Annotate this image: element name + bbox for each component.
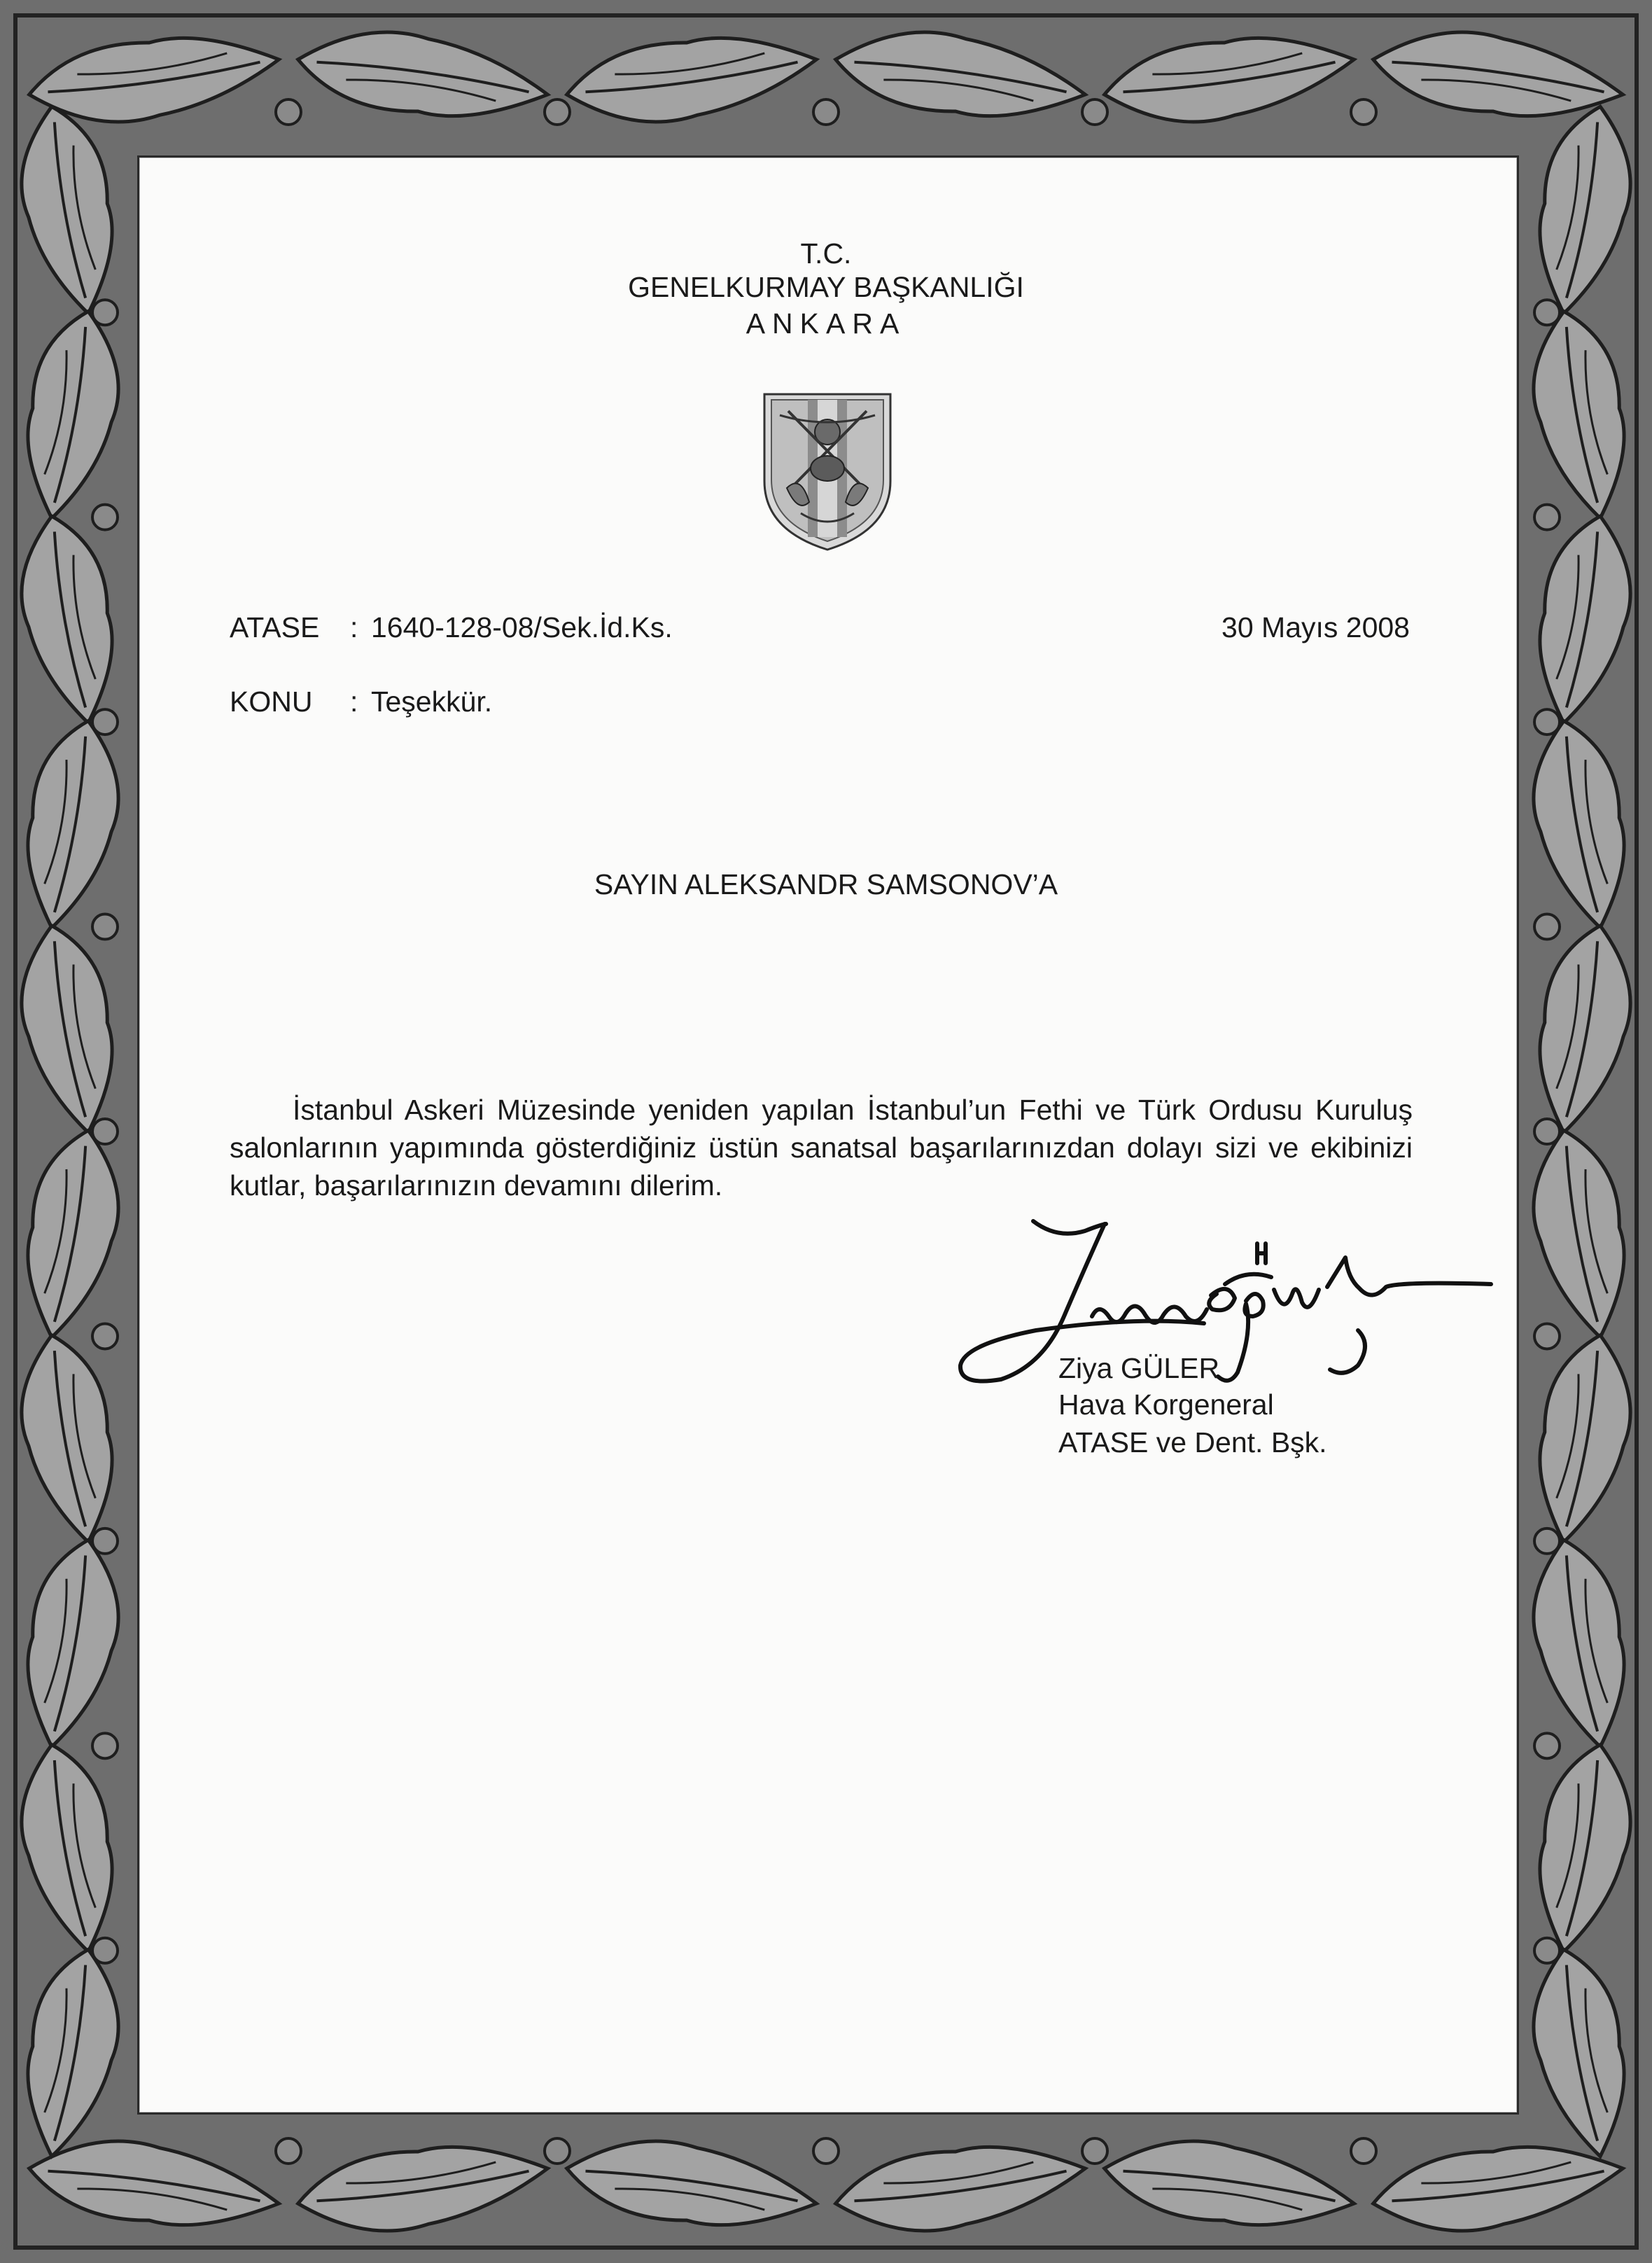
handwritten-signature xyxy=(952,1211,1498,1393)
acorn-ornament xyxy=(92,1938,118,1963)
military-emblem-shield-icon xyxy=(759,390,896,552)
reference-number: 1640-128-08/Sek.İd.Ks. xyxy=(371,611,673,643)
acorn-ornament xyxy=(92,709,118,734)
acorn-ornament xyxy=(276,99,301,125)
acorn-ornament xyxy=(92,1119,118,1144)
acorn-ornament xyxy=(1534,505,1560,530)
letter-body: İstanbul Askeri Müzesinde yeniden yapılan İstanbul’un Fethi ve Türk Ordusu Kuruluş salonlarının yapımında gösterdiğiniz üstün sanatsal başarılarınızdan dolayı sizi ve ekibinizi kutlar, başarılarınızın devamını dilerim. xyxy=(230,1094,1413,1202)
subject-label: KONU xyxy=(230,685,313,718)
acorn-ornament xyxy=(1082,2138,1107,2164)
acorn-ornament xyxy=(1534,914,1560,940)
subject-value: Teşekkür. xyxy=(371,685,493,718)
acorn-ornament xyxy=(92,1323,118,1349)
acorn-ornament xyxy=(1351,99,1376,125)
reference-colon: : xyxy=(350,611,358,643)
acorn-ornament xyxy=(1534,1323,1560,1349)
acorn-ornament xyxy=(1351,2138,1376,2164)
acorn-ornament xyxy=(1534,1119,1560,1144)
header-republic: T.C. xyxy=(800,237,852,270)
reference-label: ATASE xyxy=(230,611,320,643)
acorn-ornament xyxy=(1534,709,1560,734)
acorn-ornament xyxy=(276,2138,301,2164)
acorn-ornament xyxy=(92,914,118,940)
header-city: ANKARA xyxy=(746,307,906,340)
acorn-ornament xyxy=(92,1529,118,1554)
acorn-ornament xyxy=(1534,1733,1560,1758)
salutation: SAYIN ALEKSANDR SAMSONOV’A xyxy=(594,868,1058,900)
letter-date: 30 Mayıs 2008 xyxy=(1222,611,1410,643)
signatory-rank: Hava Korgeneral xyxy=(1058,1388,1274,1421)
acorn-ornament xyxy=(1082,99,1107,125)
acorn-ornament xyxy=(813,2138,839,2164)
signatory-name: Ziya GÜLER xyxy=(1058,1352,1220,1384)
subject-colon: : xyxy=(350,685,358,718)
acorn-ornament xyxy=(545,99,570,125)
acorn-ornament xyxy=(92,1733,118,1758)
signatory-title: ATASE ve Dent. Bşk. xyxy=(1058,1426,1327,1458)
header-organization: GENELKURMAY BAŞKANLIĞI xyxy=(628,271,1024,303)
acorn-ornament xyxy=(92,505,118,530)
acorn-ornament xyxy=(1534,1529,1560,1554)
acorn-ornament xyxy=(1534,1938,1560,1963)
acorn-ornament xyxy=(813,99,839,125)
acorn-ornament xyxy=(545,2138,570,2164)
